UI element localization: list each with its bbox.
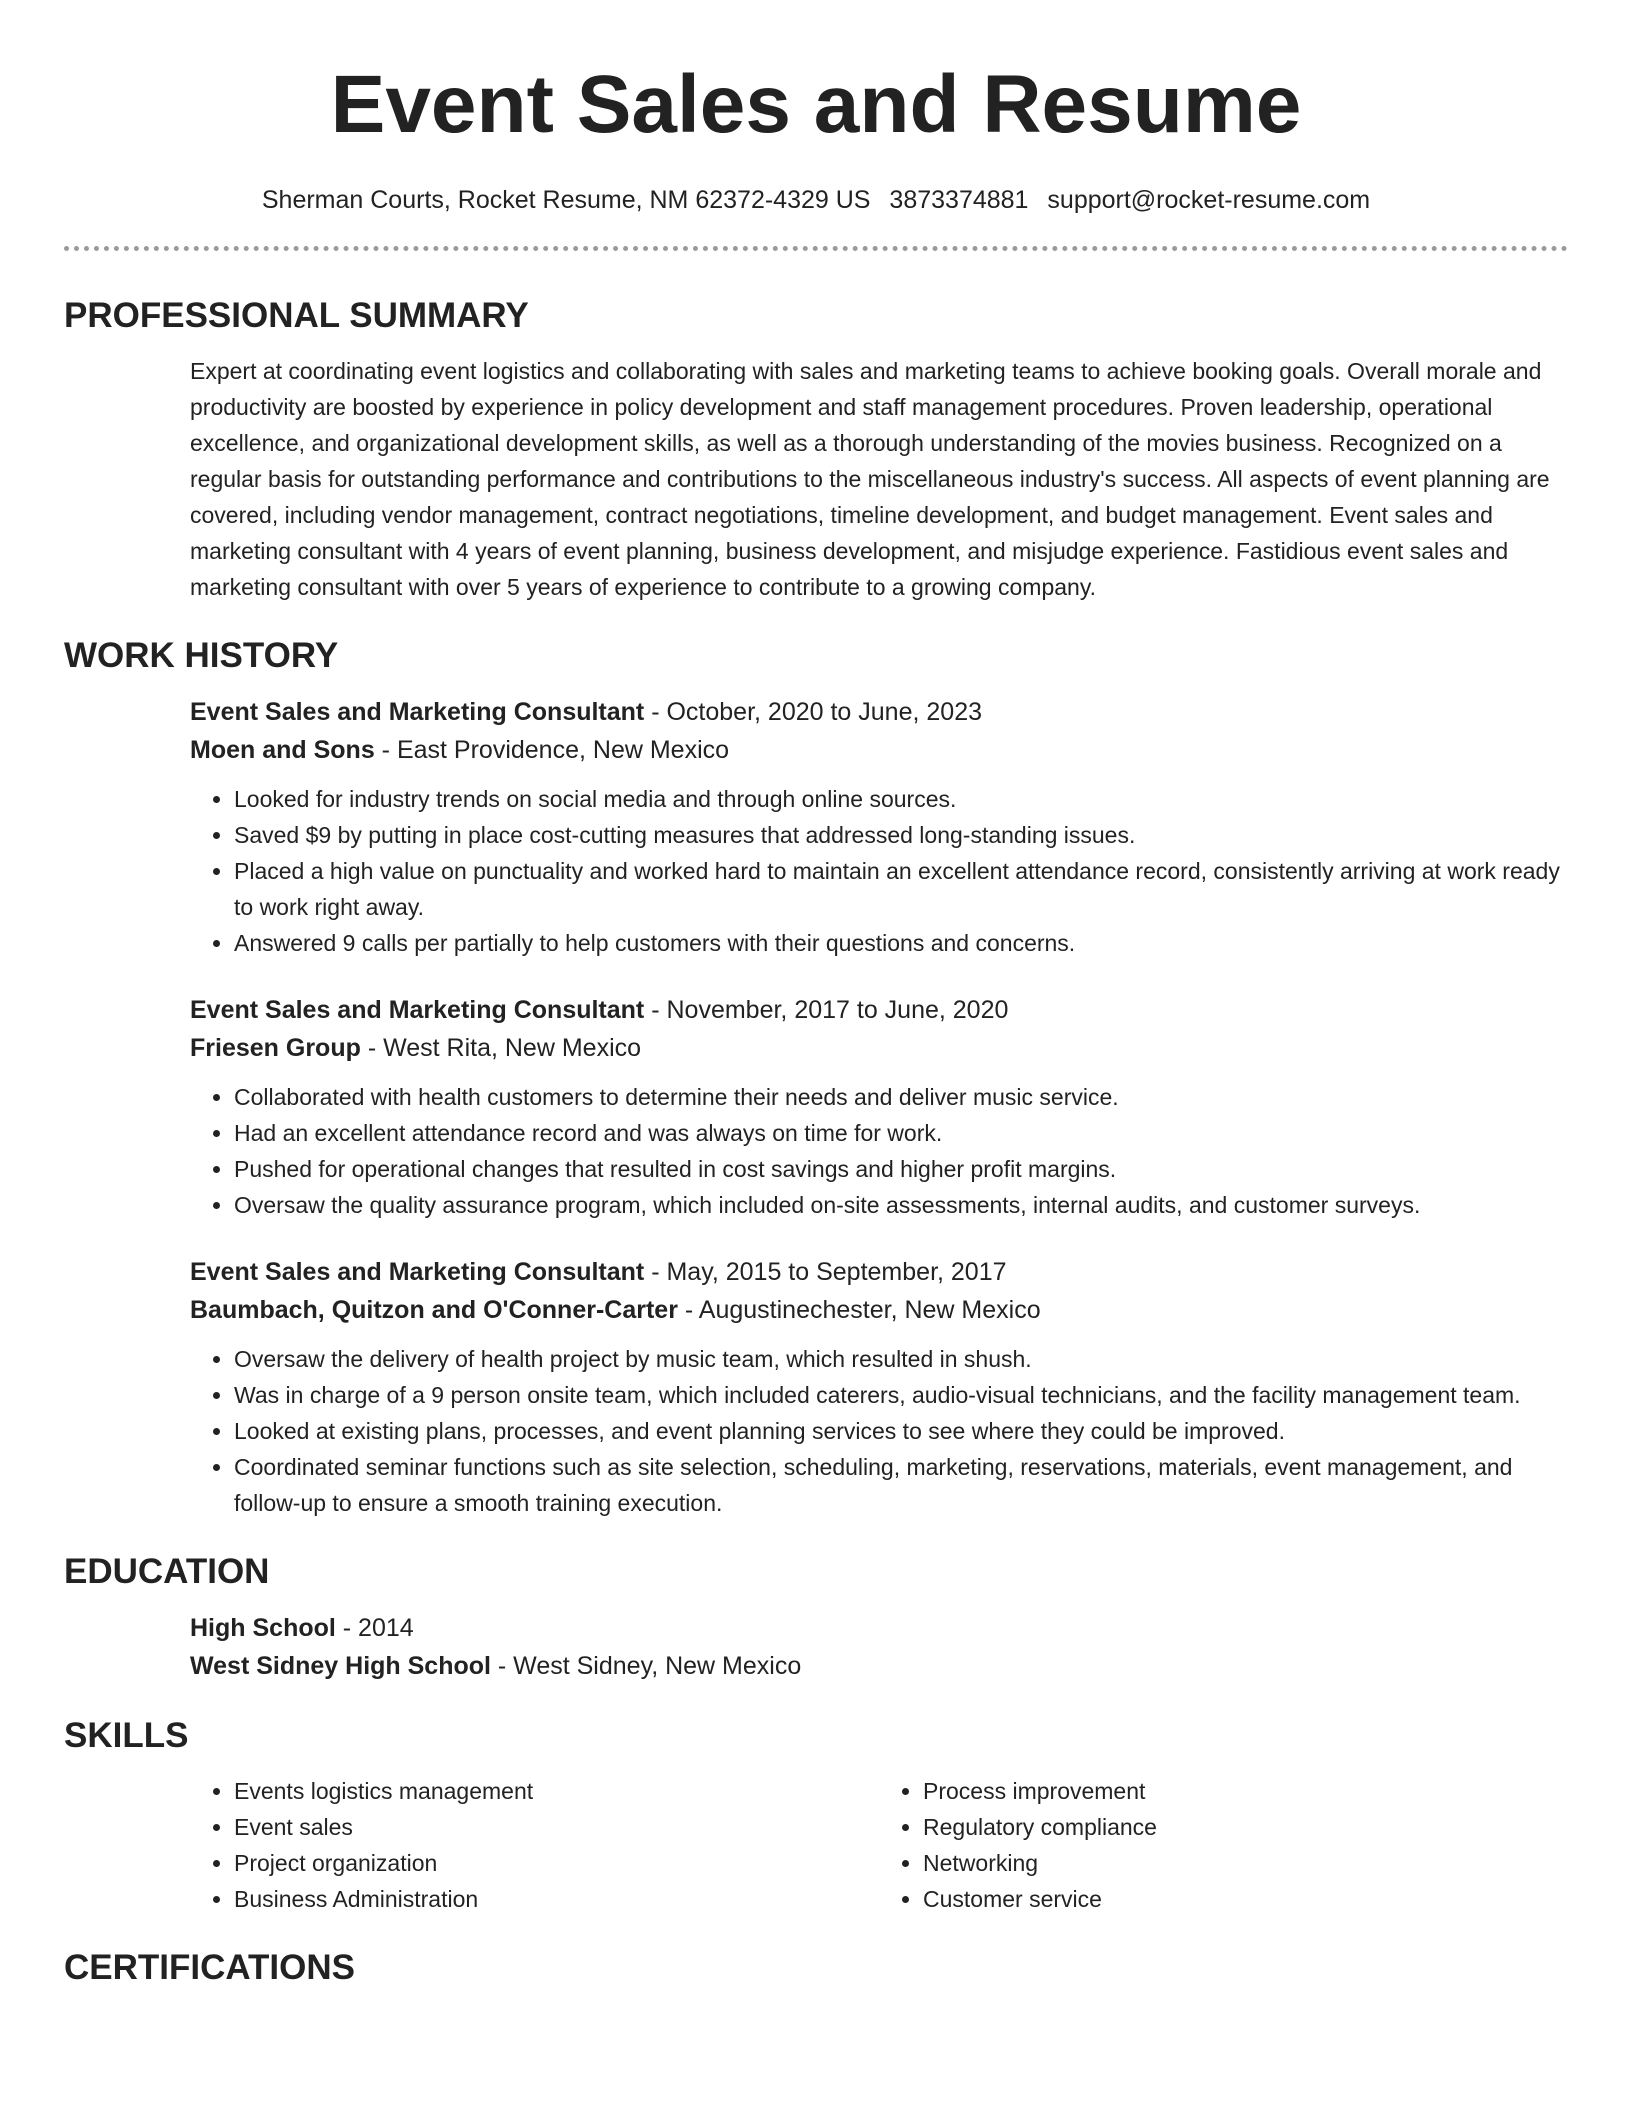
contact-line: [64, 184, 1568, 216]
skill-item: • Project organization: [234, 1845, 879, 1881]
skills-title: SKILLS: [64, 1716, 189, 1755]
job-location: - Augustinechester, New Mexico: [677, 1296, 1041, 1324]
job-company: Friesen Group: [190, 1034, 361, 1062]
list-item: • Was in charge of a 9 person onsite team, which included caterers, audio-visual technicians, and the facility management team.: [234, 1377, 1568, 1413]
work-history-title: WORK HISTORY: [64, 636, 339, 675]
job-role-line: [190, 1253, 1568, 1291]
education-title: EDUCATION: [64, 1552, 270, 1591]
education-school-line: [190, 1647, 1568, 1685]
list-item: • Placed a high value on punctuality and worked hard to maintain an excellent attendance record, consistently arriving at work ready to work right away.: [234, 853, 1568, 925]
job-dates: - November, 2017 to June, 2020: [644, 996, 1009, 1024]
list-item: • Oversaw the quality assurance program, which included on-site assessments, internal audits, and customer surveys.: [234, 1187, 1568, 1223]
skill-item: • Networking: [923, 1845, 1568, 1881]
skills-left-column: [190, 1773, 879, 1917]
list-item: • Looked at existing plans, processes, and event planning services to see where they could be improved.: [234, 1413, 1568, 1449]
job-company-line: [190, 1029, 1568, 1067]
job-role-line: [190, 693, 1568, 731]
list-item: • Pushed for operational changes that resulted in cost savings and higher profit margins.: [234, 1151, 1568, 1187]
job-role: Event Sales and Marketing Consultant: [190, 996, 645, 1024]
job-dates: - May, 2015 to September, 2017: [644, 1258, 1007, 1286]
job-company-line: [190, 1291, 1568, 1329]
list-item: • Answered 9 calls per partially to help customers with their questions and concerns.: [234, 925, 1568, 961]
header-divider: [64, 246, 1568, 251]
skill-item: • Event sales: [234, 1809, 879, 1845]
skill-item: • Customer service: [923, 1881, 1568, 1917]
job-dates: - October, 2020 to June, 2023: [644, 698, 982, 726]
resume-name: Event Sales and Resume: [330, 59, 1302, 150]
job-entry: [190, 693, 1568, 961]
skill-item: • Process improvement: [923, 1773, 1568, 1809]
contact-email: support@rocket-resume.com: [1047, 186, 1371, 214]
education-year: - 2014: [335, 1614, 414, 1642]
summary-title: PROFESSIONAL SUMMARY: [64, 296, 529, 335]
skills-right-column: [879, 1773, 1568, 1917]
job-role: Event Sales and Marketing Consultant: [190, 1258, 645, 1286]
list-item: • Saved $9 by putting in place cost-cutting measures that addressed long-standing issues.: [234, 817, 1568, 853]
summary-text: Expert at coordinating event logistics and collaborating with sales and marketing teams to achieve booking goals. Overall morale and productivity are boosted by experience in policy development and staff management procedures. Proven leadership, operational excellence, and organizational development skills, as well as a thorough understanding of the movies business. Recognized on a regular basis for outstanding performance and contributions to the miscellaneous industry's success. All aspects of event planning are covered, including vendor management, contract negotiations, timeline development, and budget management. Event sales and marketing consultant with 4 years of event planning, business development, and misjudge experience. Fastidious event sales and marketing consultant with over 5 years of experience to contribute to a growing company.: [190, 358, 1550, 600]
list-item: • Oversaw the delivery of health project by music team, which resulted in shush.: [234, 1341, 1568, 1377]
education-entry: [190, 1609, 1568, 1685]
job-entry: [190, 1253, 1568, 1521]
job-location: - East Providence, New Mexico: [374, 736, 730, 764]
job-bullets: [190, 781, 1568, 961]
summary-section: [190, 353, 1568, 605]
education-degree-line: [190, 1609, 1568, 1647]
contact-address: Sherman Courts, Rocket Resume, NM 62372-4329 US: [261, 186, 871, 214]
skill-item: • Regulatory compliance: [923, 1809, 1568, 1845]
job-entry: [190, 991, 1568, 1223]
job-role: Event Sales and Marketing Consultant: [190, 698, 645, 726]
list-item: • Coordinated seminar functions such as site selection, scheduling, marketing, reservations, materials, event management, and follow-up to ensure a smooth training execution.: [234, 1449, 1568, 1521]
job-company: Baumbach, Quitzon and O'Conner-Carter: [190, 1296, 678, 1324]
contact-phone: 3873374881: [889, 186, 1029, 214]
list-item: • Looked for industry trends on social media and through online sources.: [234, 781, 1568, 817]
list-item: • Had an excellent attendance record and was always on time for work.: [234, 1115, 1568, 1151]
skills-grid: [190, 1773, 1568, 1917]
education-location: - West Sidney, New Mexico: [490, 1652, 802, 1680]
job-bullets: [190, 1079, 1568, 1223]
resume-page: [64, 0, 1568, 1989]
job-company: Moen and Sons: [190, 736, 375, 764]
skill-item: • Business Administration: [234, 1881, 879, 1917]
job-location: - West Rita, New Mexico: [360, 1034, 642, 1062]
skill-item: • Events logistics management: [234, 1773, 879, 1809]
job-role-line: [190, 991, 1568, 1029]
list-item: • Collaborated with health customers to determine their needs and deliver music service.: [234, 1079, 1568, 1115]
skills-section: [190, 1773, 1568, 1917]
education-degree: High School: [190, 1614, 336, 1642]
certifications-title: CERTIFICATIONS: [64, 1948, 356, 1987]
education-school: West Sidney High School: [190, 1652, 491, 1680]
job-company-line: [190, 731, 1568, 769]
job-bullets: [190, 1341, 1568, 1521]
